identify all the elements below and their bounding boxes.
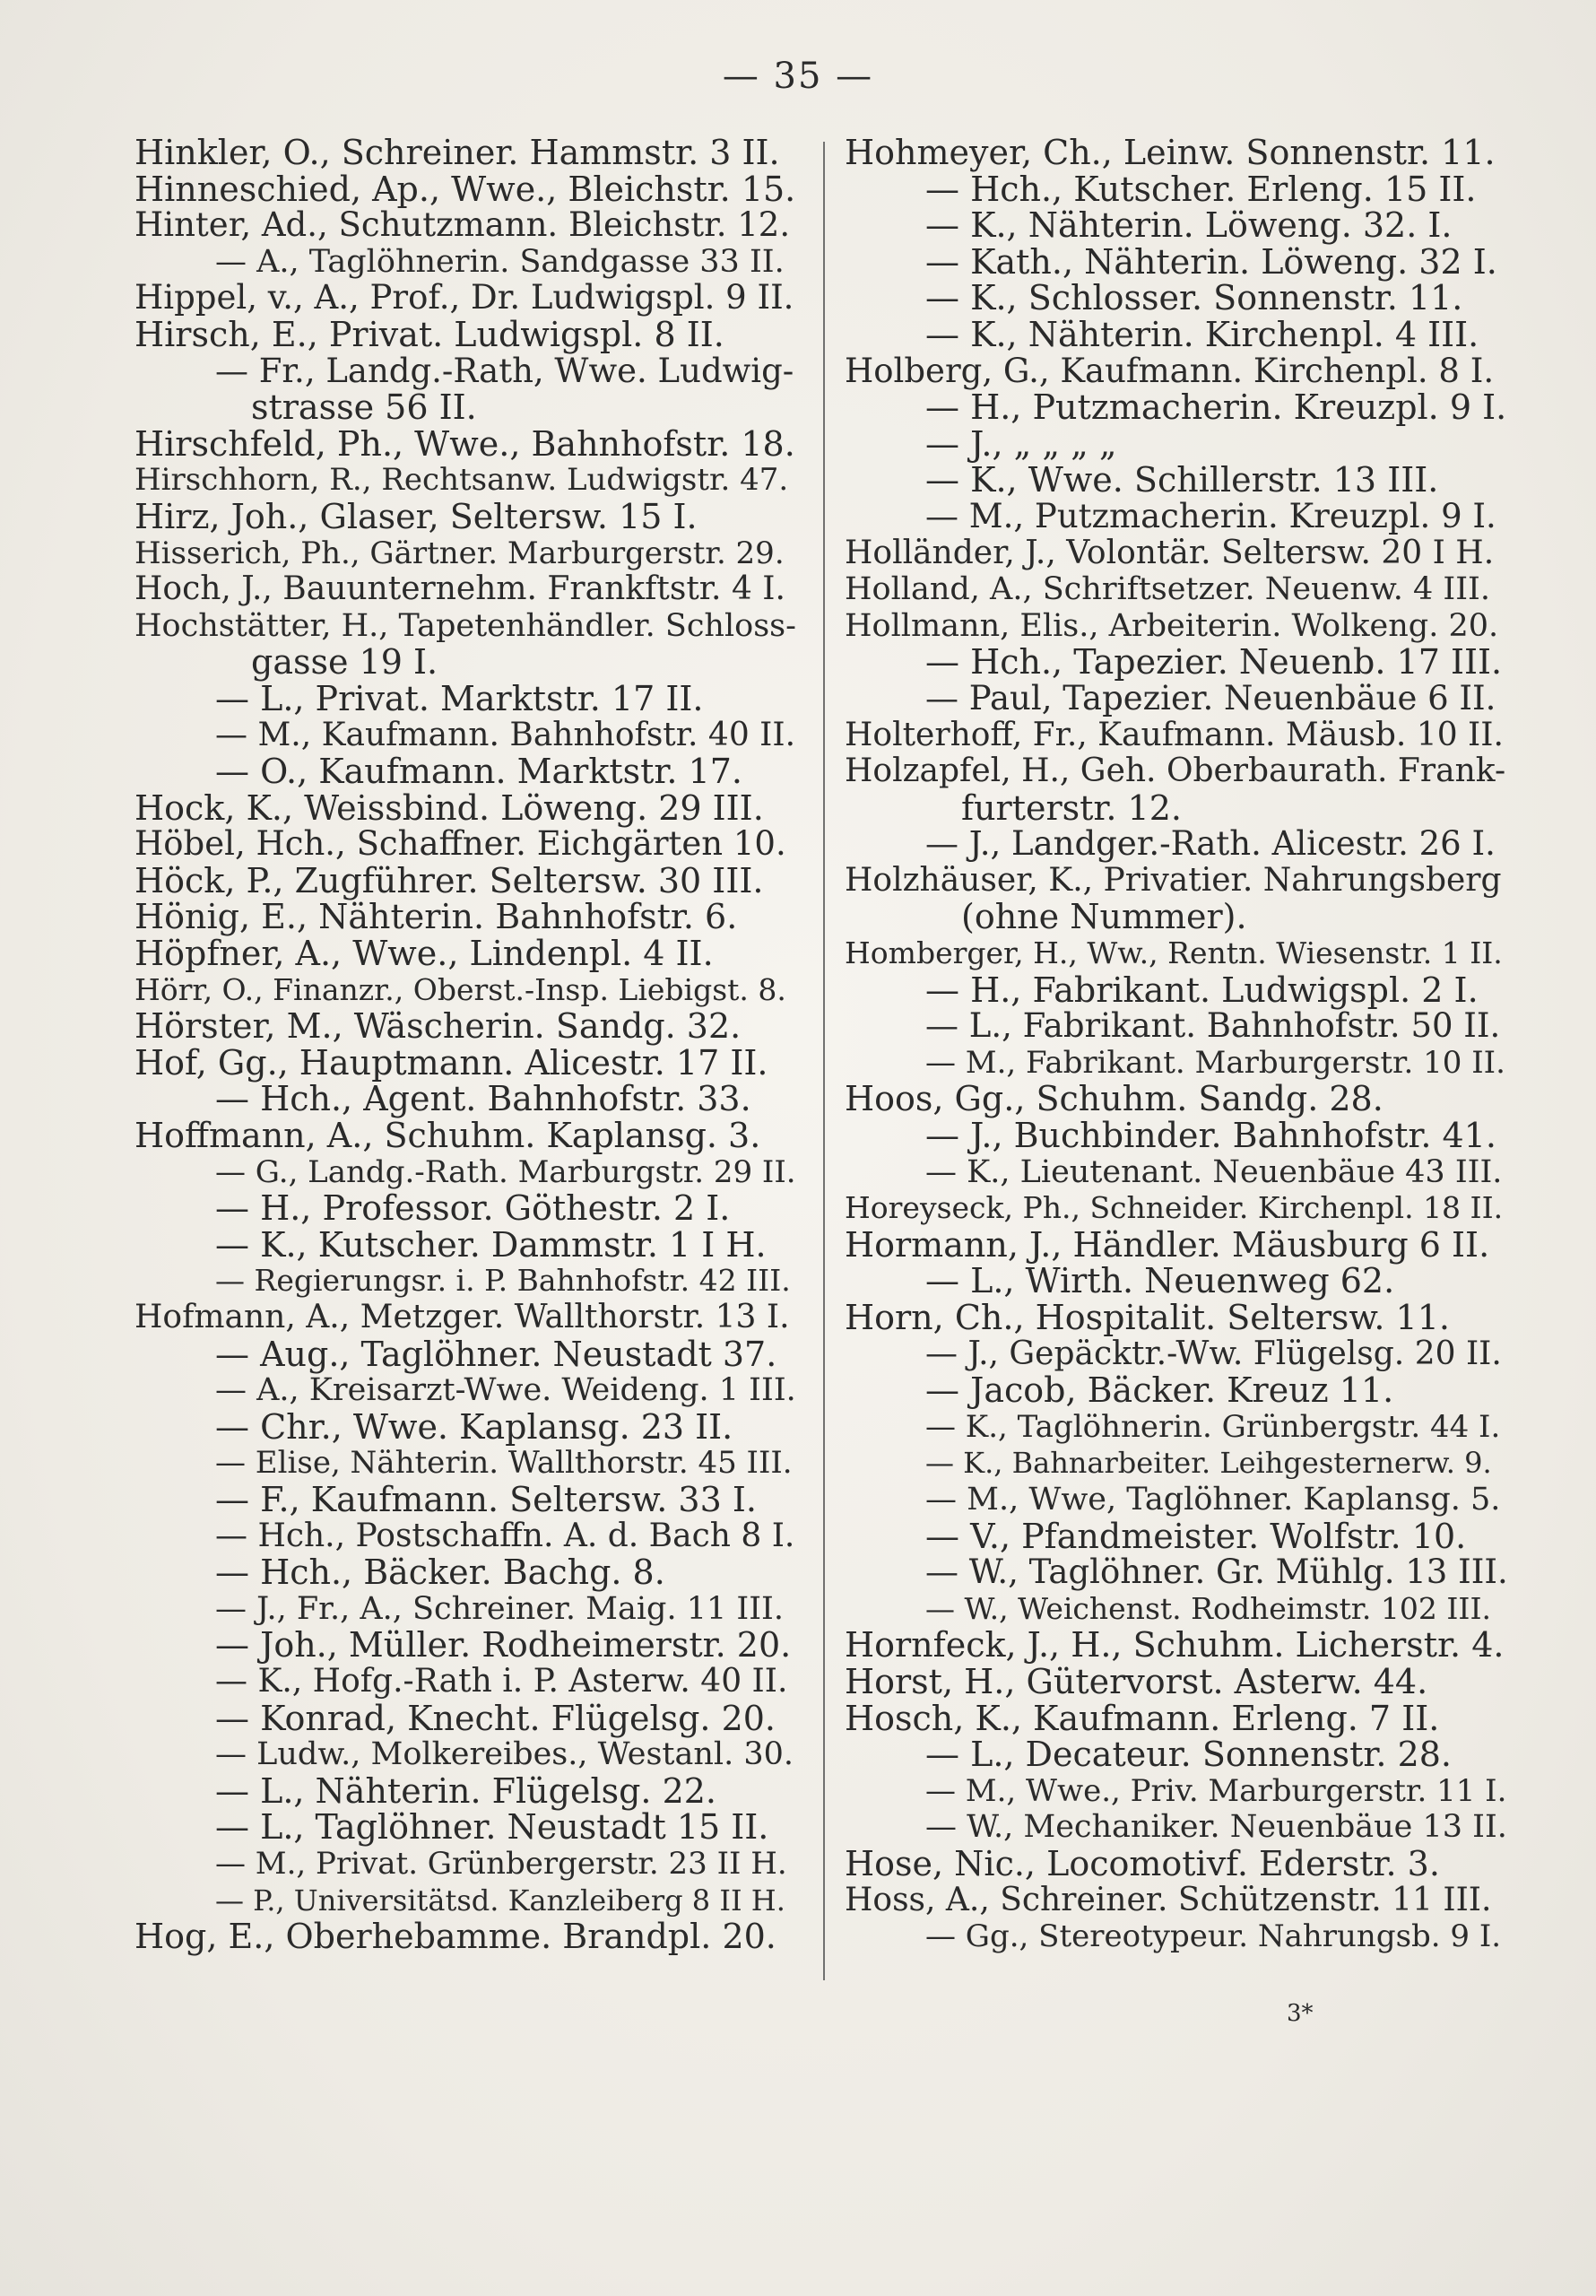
directory-entry: Hoos, Gg., Schuhm. Sandg. 28.	[845, 1079, 1383, 1119]
directory-entry: Hinneschied, Ap., Wwe., Bleichstr. 15.	[134, 169, 796, 209]
directory-entry: — W., Weichenst. Rodheimstr. 102 III.	[925, 1590, 1491, 1626]
directory-entry: Hosch, K., Kaufmann. Erleng. 7 II.	[845, 1698, 1440, 1738]
directory-entry: — J., Gepäcktr.-Ww. Flügelsg. 20 II.	[925, 1335, 1502, 1372]
directory-entry: Hirz, Joh., Glaser, Seltersw. 15 I.	[134, 496, 698, 536]
directory-entry: — J., „ „ „ „	[925, 423, 1117, 464]
column-divider	[823, 142, 825, 1980]
directory-entry: — K., Bahnarbeiter. Leihgesternerw. 9.	[925, 1446, 1492, 1481]
directory-entry: Hohmeyer, Ch., Leinw. Sonnenstr. 11.	[845, 133, 1496, 172]
directory-entry: gasse 19 I.	[251, 642, 438, 683]
directory-entry: Holterhoff, Fr., Kaufmann. Mäusb. 10 II.	[845, 716, 1504, 753]
directory-entry: — L., Fabrikant. Bahnhofstr. 50 II.	[925, 1006, 1501, 1046]
directory-entry: Hirsch, E., Privat. Ludwigspl. 8 II.	[134, 314, 724, 354]
directory-entry: — Elise, Nähterin. Wallthorstr. 45 III.	[215, 1445, 793, 1482]
directory-entry: — W., Taglöhner. Gr. Mühlg. 13 III.	[925, 1552, 1508, 1592]
directory-entry: — Regierungsr. i. P. Bahnhofstr. 42 III.	[215, 1263, 791, 1299]
directory-entry: — Jacob, Bäcker. Kreuz 11.	[925, 1370, 1394, 1411]
directory-entry: — K., Nähterin. Löweng. 32. I.	[925, 205, 1453, 246]
directory-entry: Hochstätter, H., Tapetenhändler. Schloss-	[134, 607, 796, 644]
directory-entry: (ohne Nummer).	[961, 897, 1247, 937]
directory-entry: — Hch., Bäcker. Bachg. 8.	[215, 1552, 665, 1593]
directory-entry: Hippel, v., A., Prof., Dr. Ludwigspl. 9 II.	[134, 278, 794, 317]
directory-entry: Hörr, O., Finanzr., Oberst.-Insp. Liebigst. 8.	[134, 971, 786, 1007]
directory-entry: Hoffmann, A., Schuhm. Kaplansg. 3.	[134, 1116, 761, 1156]
directory-entry: Hönig, E., Nähterin. Bahnhofstr. 6.	[134, 897, 738, 937]
directory-entry: — Joh., Müller. Rodheimerstr. 20.	[215, 1625, 792, 1665]
directory-entry: — H., Professor. Göthestr. 2 I.	[215, 1188, 731, 1229]
directory-entry: Homberger, H., Ww., Rentn. Wiesenstr. 1 II.	[845, 935, 1503, 971]
directory-entry: Hinkler, O., Schreiner. Hammstr. 3 II.	[134, 133, 780, 172]
page-number: — 35 —	[722, 56, 874, 97]
directory-entry: — M., Putzmacherin. Kreuzpl. 9 I.	[925, 496, 1496, 535]
directory-entry: — A., Taglöhnerin. Sandgasse 33 II.	[215, 243, 785, 280]
directory-entry: — V., Pfandmeister. Wolfstr. 10.	[925, 1516, 1467, 1556]
directory-entry: Höpfner, A., Wwe., Lindenpl. 4 II.	[134, 934, 714, 974]
directory-entry: — L., Nähterin. Flügelsg. 22.	[215, 1770, 717, 1811]
directory-entry: Hormann, J., Händler. Mäusburg 6 II.	[845, 1224, 1490, 1265]
directory-entry: — Hch., Tapezier. Neuenb. 17 III.	[925, 642, 1503, 683]
directory-entry: — G., Landg.-Rath. Marburgstr. 29 II.	[215, 1153, 796, 1190]
directory-entry: — Hch., Kutscher. Erleng. 15 II.	[925, 169, 1477, 209]
left-column	[134, 135, 798, 1955]
directory-entry: Holzapfel, H., Geh. Oberbaurath. Frank-	[845, 752, 1506, 790]
directory-entry: — H., Putzmacherin. Kreuzpl. 9 I.	[925, 387, 1507, 428]
directory-entry: — M., Kaufmann. Bahnhofstr. 40 II.	[215, 716, 796, 753]
directory-entry: Holberg, G., Kaufmann. Kirchenpl. 8 I.	[845, 351, 1495, 390]
directory-entry: — L., Taglöhner. Neustadt 15 II.	[215, 1807, 769, 1848]
directory-entry: Holländer, J., Volontär. Seltersw. 20 I H.	[845, 534, 1495, 571]
directory-entry: — L., Privat. Marktstr. 17 II.	[215, 678, 704, 718]
directory-entry: Holland, A., Schriftsetzer. Neuenw. 4 III.	[845, 571, 1490, 608]
directory-entry: — K., Schlosser. Sonnenstr. 11.	[925, 278, 1463, 318]
directory-entry: Hoch, J., Bauunternehm. Frankftstr. 4 I.	[134, 570, 785, 608]
directory-entry: Hog, E., Oberhebamme. Brandpl. 20.	[134, 1917, 776, 1957]
directory-entry: Horn, Ch., Hospitalit. Seltersw. 11.	[845, 1298, 1450, 1337]
directory-entry: Hisserich, Ph., Gärtner. Marburgerstr. 29.	[134, 535, 785, 571]
directory-entry: — L., Decateur. Sonnenstr. 28.	[925, 1735, 1452, 1775]
directory-entry: — K., Taglöhnerin. Grünbergstr. 44 I.	[925, 1408, 1501, 1445]
directory-entry: Horeyseck, Ph., Schneider. Kirchenpl. 18 II.	[845, 1190, 1504, 1226]
directory-entry: Höck, P., Zugführer. Seltersw. 30 III.	[134, 860, 764, 900]
directory-entry: Höbel, Hch., Schaffner. Eichgärten 10.	[134, 824, 786, 864]
directory-entry: Hock, K., Weissbind. Löweng. 29 III.	[134, 787, 764, 828]
directory-entry: strasse 56 II.	[251, 387, 477, 428]
directory-entry: — M., Wwe., Priv. Marburgerstr. 11 I.	[925, 1772, 1507, 1809]
directory-entry: — K., Wwe. Schillerstr. 13 III.	[925, 460, 1439, 500]
signature-mark: 3*	[1287, 2000, 1314, 2027]
directory-entry: Hof, Gg., Hauptmann. Alicestr. 17 II.	[134, 1042, 768, 1083]
directory-entry: — M., Wwe, Taglöhner. Kaplansg. 5.	[925, 1481, 1501, 1518]
directory-entry: — A., Kreisarzt-Wwe. Weideng. 1 III.	[215, 1372, 796, 1409]
directory-entry: Horst, H., Gütervorst. Asterw. 44.	[845, 1661, 1428, 1701]
directory-entry: Hirschfeld, Ph., Wwe., Bahnhofstr. 18.	[134, 423, 795, 464]
right-column	[845, 135, 1508, 1955]
directory-entry: — Paul, Tapezier. Neuenbäue 6 II.	[925, 678, 1496, 718]
directory-entry: Hollmann, Elis., Arbeiterin. Wolkeng. 20.	[845, 607, 1499, 644]
directory-entry: — J., Buchbinder. Bahnhofstr. 41.	[925, 1116, 1496, 1156]
directory-entry: furterstr. 12.	[961, 787, 1182, 828]
directory-entry: — M., Fabrikant. Marburgerstr. 10 II.	[925, 1044, 1505, 1081]
directory-entry: Hirschhorn, R., Rechtsanw. Ludwigstr. 47.	[134, 462, 789, 499]
directory-entry: — K., Nähterin. Kirchenpl. 4 III.	[925, 314, 1479, 354]
directory-entry: — M., Privat. Grünbergerstr. 23 II H.	[215, 1845, 787, 1882]
directory-entry: — O., Kaufmann. Marktstr. 17.	[215, 752, 742, 792]
directory-entry: — Ludw., Molkereibes., Westanl. 30.	[215, 1736, 794, 1773]
directory-entry: Holzhäuser, K., Privatier. Nahrungsberg	[845, 861, 1502, 899]
directory-entry: — K., Lieutenant. Neuenbäue 43 III.	[925, 1153, 1503, 1190]
directory-entry: — K., Hofg.-Rath i. P. Asterw. 40 II.	[215, 1662, 788, 1700]
directory-entry: — K., Kutscher. Dammstr. 1 I H.	[215, 1224, 767, 1265]
directory-entry: — H., Fabrikant. Ludwigspl. 2 I.	[925, 970, 1479, 1010]
directory-entry: — J., Landger.-Rath. Alicestr. 26 I.	[925, 824, 1496, 864]
directory-entry: — Kath., Nähterin. Löweng. 32 I.	[925, 241, 1497, 282]
directory-entry: — Hch., Agent. Bahnhofstr. 33.	[215, 1079, 751, 1119]
directory-entry: — Konrad, Knecht. Flügelsg. 20.	[215, 1698, 776, 1738]
directory-entry: — W., Mechaniker. Neuenbäue 13 II.	[925, 1809, 1507, 1846]
directory-entry: Hoss, A., Schreiner. Schützenstr. 11 III.	[845, 1881, 1492, 1918]
directory-entry: Hofmann, A., Metzger. Wallthorstr. 13 I.	[134, 1299, 790, 1335]
directory-entry: — P., Universitätsd. Kanzleiberg 8 II H.	[215, 1883, 785, 1918]
directory-entry: — F., Kaufmann. Seltersw. 33 I.	[215, 1479, 757, 1519]
directory-entry: Hörster, M., Wäscherin. Sandg. 32.	[134, 1006, 742, 1047]
directory-entry: Hose, Nic., Locomotivf. Ederstr. 3.	[845, 1843, 1440, 1883]
directory-entry: — Hch., Postschaffn. A. d. Bach 8 I.	[215, 1517, 795, 1554]
directory-entry: — Aug., Taglöhner. Neustadt 37.	[215, 1334, 777, 1374]
directory-entry: — Gg., Stereotypeur. Nahrungsb. 9 I.	[925, 1918, 1502, 1955]
directory-entry: Hinter, Ad., Schutzmann. Bleichstr. 12.	[134, 205, 791, 245]
directory-entry: — Chr., Wwe. Kaplansg. 23 II.	[215, 1406, 733, 1447]
directory-entry: — L., Wirth. Neuenweg 62.	[925, 1261, 1395, 1301]
directory-entry: — J., Fr., A., Schreiner. Maig. 11 III.	[215, 1590, 784, 1627]
directory-entry: — Fr., Landg.-Rath, Wwe. Ludwig-	[215, 351, 794, 390]
directory-entry: Hornfeck, J., H., Schuhm. Licherstr. 4.	[845, 1625, 1505, 1665]
